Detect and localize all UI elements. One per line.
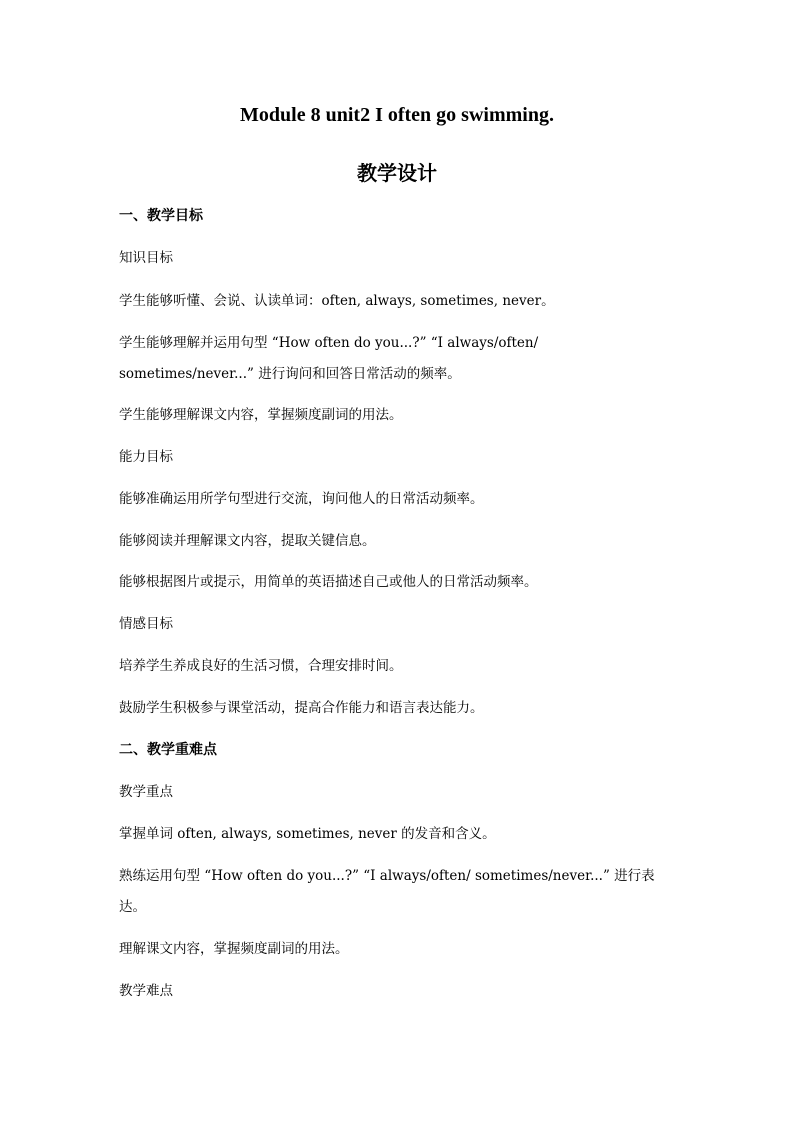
subheading-teaching-focus: 教学重点 [119,784,173,800]
subheading-ability-goals: 能力目标 [119,449,173,465]
subheading-teaching-difficulty: 教学难点 [119,983,173,999]
paragraph-line: 理解课文内容，掌握频度副词的用法。 [119,941,349,957]
paragraph-line: 能够根据图片或提示，用简单的英语描述自己或他人的日常活动频率。 [119,574,538,590]
paragraph-line: 达。 [119,899,146,915]
paragraph-line: sometimes/never...” 进行询问和回答日常活动的频率。 [119,366,461,382]
paragraph-line: 熟练运用句型 “How often do you...?” “I always/often/ sometimes/never...” 进行表 [119,868,655,884]
subheading-emotion-goals: 情感目标 [119,616,173,632]
paragraph-line: 能够准确运用所学句型进行交流，询问他人的日常活动频率。 [119,491,484,507]
paragraph-line: 学生能够理解课文内容，掌握频度副词的用法。 [119,407,403,423]
section-heading-key-points: 二、教学重难点 [119,742,217,758]
document-subtitle: 教学设计 [357,161,437,185]
paragraph-line: 鼓励学生积极参与课堂活动，提高合作能力和语言表达能力。 [119,700,484,716]
subheading-knowledge-goals: 知识目标 [119,250,173,266]
document-title: Module 8 unit2 I often go swimming. [240,104,554,126]
paragraph-line: 学生能够听懂、会说、认读单词：often, always, sometimes, never。 [119,293,555,309]
paragraph-line: 培养学生养成良好的生活习惯，合理安排时间。 [119,658,403,674]
paragraph-line: 学生能够理解并运用句型 “How often do you...?” “I always/often/ [119,335,539,351]
paragraph-line: 掌握单词 often, always, sometimes, never 的发音和含义。 [119,826,496,842]
paragraph-line: 能够阅读并理解课文内容，提取关键信息。 [119,533,376,549]
section-heading-objectives: 一、教学目标 [119,208,203,224]
